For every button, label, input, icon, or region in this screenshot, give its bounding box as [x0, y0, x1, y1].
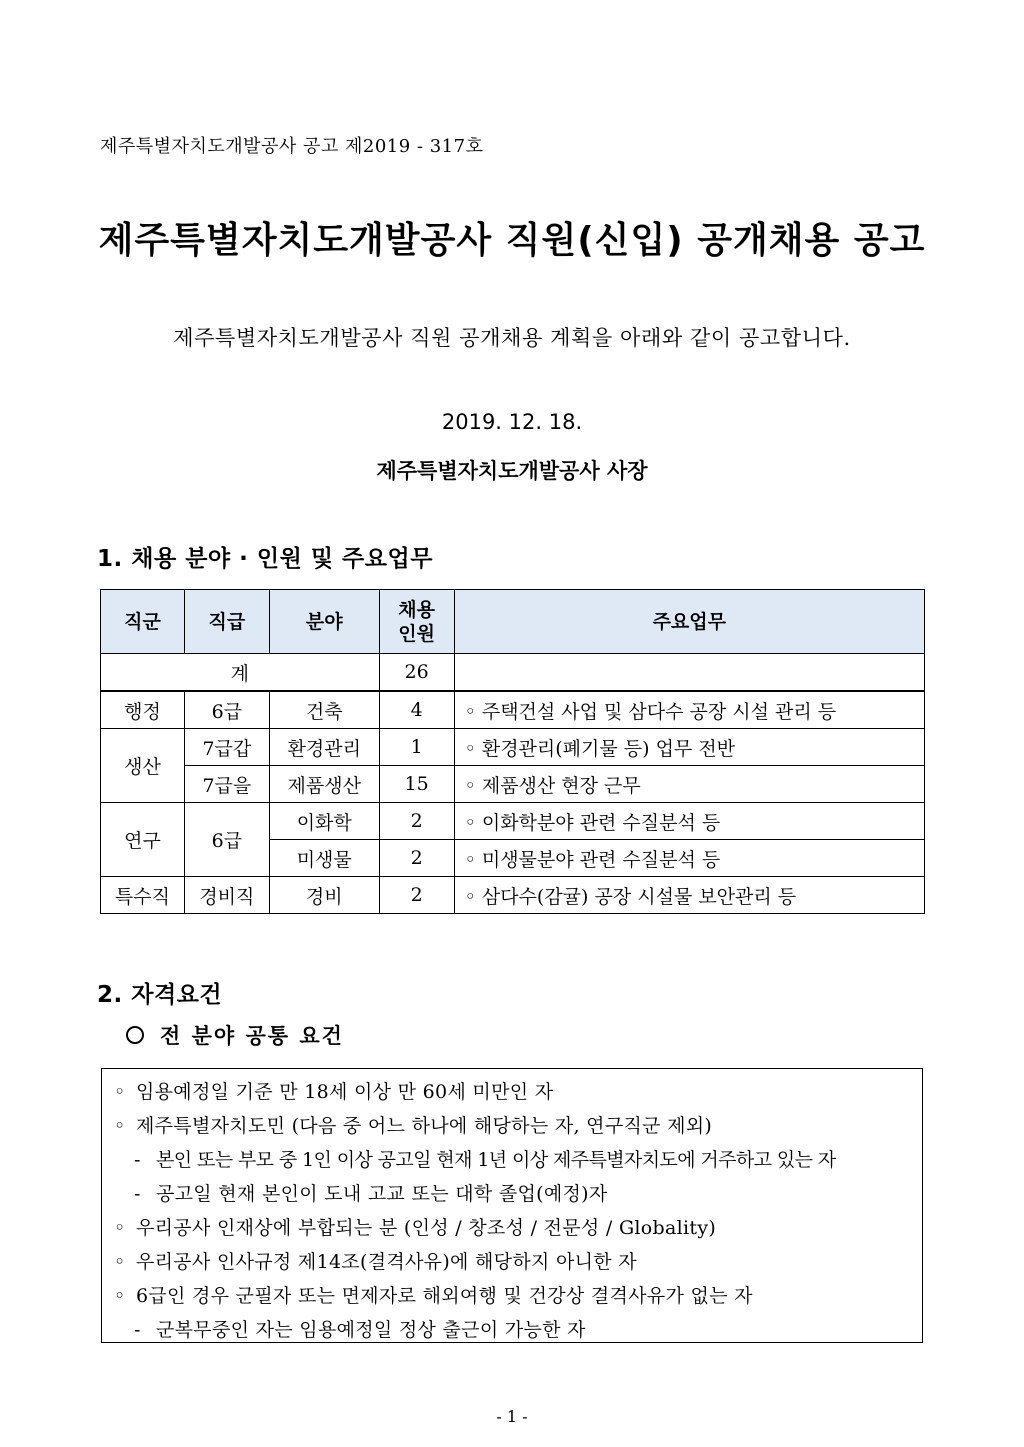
total-label: 계: [101, 654, 380, 692]
row-field: 제품생산: [269, 766, 379, 803]
row-grade: 7급을: [184, 766, 269, 803]
list-item: ◦ 우리공사 인사규정 제14조(결격사유)에 해당하지 아니한 자: [114, 1251, 637, 1273]
row-count: 2: [379, 803, 454, 840]
row-count: 15: [379, 766, 454, 803]
intro-text: 제주특별자치도개발공사 직원 공개채용 계획을 아래와 같이 공고합니다.: [173, 326, 851, 350]
notice-number: 제주특별자치도개발공사 공고 제2019 - 317호: [100, 136, 484, 157]
section-2-title: 2. 자격요건: [97, 982, 223, 1008]
total-count: 26: [379, 654, 454, 692]
row-field: 경비: [269, 877, 379, 914]
row-group: 연구: [101, 803, 185, 877]
row-grade: 6급: [184, 803, 269, 877]
recruitment-table: [100, 589, 925, 914]
row-count: 2: [379, 877, 454, 914]
common-requirements-label: 전 분야 공통 요건: [160, 1024, 344, 1048]
row-field: 환경관리: [269, 729, 379, 766]
common-requirements-heading: [126, 1020, 344, 1050]
table-row: [101, 803, 925, 840]
row-field: 건축: [269, 691, 379, 729]
row-group: 행정: [101, 691, 185, 729]
col-header-count: 채용 인원: [379, 590, 454, 654]
row-grade: 6급: [184, 691, 269, 729]
col-header-duty: 주요업무: [454, 590, 924, 654]
col-header-group: 직군: [101, 590, 185, 654]
table-row: [101, 691, 925, 729]
list-item: ◦ 우리공사 인재상에 부합되는 분 (인성 / 창조성 / 전문성 / Globality): [114, 1217, 717, 1239]
row-field: 이화학: [269, 803, 379, 840]
row-group: 특수직: [101, 877, 185, 914]
row-duty: ◦ 미생물분야 관련 수질분석 등: [454, 840, 924, 877]
page-title: 제주특별자치도개발공사 직원(신입) 공개채용 공고: [98, 220, 926, 261]
list-item: ◦ 6급인 경우 군필자 또는 면제자로 해외여행 및 건강상 결격사유가 없는 자: [114, 1285, 753, 1307]
row-duty: ◦ 환경관리(폐기물 등) 업무 전반: [454, 729, 924, 766]
row-group: 생산: [101, 729, 185, 803]
row-count: 4: [379, 691, 454, 729]
row-count: 1: [379, 729, 454, 766]
row-grade: 7급갑: [184, 729, 269, 766]
row-duty: ◦ 제품생산 현장 근무: [454, 766, 924, 803]
table-row: [101, 729, 925, 766]
circle-bullet-icon: [126, 1026, 144, 1044]
row-duty: ◦ 이화학분야 관련 수질분석 등: [454, 803, 924, 840]
table-row: [101, 877, 925, 914]
list-item: ◦ 제주특별자치도민 (다음 중 어느 하나에 해당하는 자, 연구직군 제외): [114, 1115, 713, 1137]
list-item: ◦ 임용예정일 기준 만 18세 이상 만 60세 미만인 자: [114, 1081, 554, 1103]
list-item: - 군복무중인 자는 임용예정일 정상 출근이 가능한 자: [134, 1319, 586, 1341]
list-item: - 본인 또는 부모 중 1인 이상 공고일 현재 1년 이상 제주특별자치도에 거주하고 있는 자: [134, 1149, 836, 1171]
section-1-title: 1. 채용 분야 · 인원 및 주요업무: [97, 546, 433, 572]
total-row: [101, 654, 925, 692]
row-duty: ◦ 주택건설 사업 및 삼다수 공장 시설 관리 등: [454, 691, 924, 729]
row-field: 미생물: [269, 840, 379, 877]
row-count: 2: [379, 840, 454, 877]
page-number: - 1 -: [496, 1407, 528, 1426]
requirements-box: [101, 1068, 923, 1343]
col-header-grade: 직급: [184, 590, 269, 654]
total-duty: [454, 654, 924, 692]
table-row: [101, 766, 925, 803]
row-grade: 경비직: [184, 877, 269, 914]
row-duty: ◦ 삼다수(감귤) 공장 시설물 보안관리 등: [454, 877, 924, 914]
list-item: - 공고일 현재 본인이 도내 고교 또는 대학 졸업(예정)자: [134, 1183, 608, 1205]
issuer: 제주특별자치도개발공사 사장: [376, 459, 648, 483]
col-header-field: 분야: [269, 590, 379, 654]
announcement-date: 2019. 12. 18.: [441, 410, 583, 434]
table-header-row: [101, 590, 925, 654]
